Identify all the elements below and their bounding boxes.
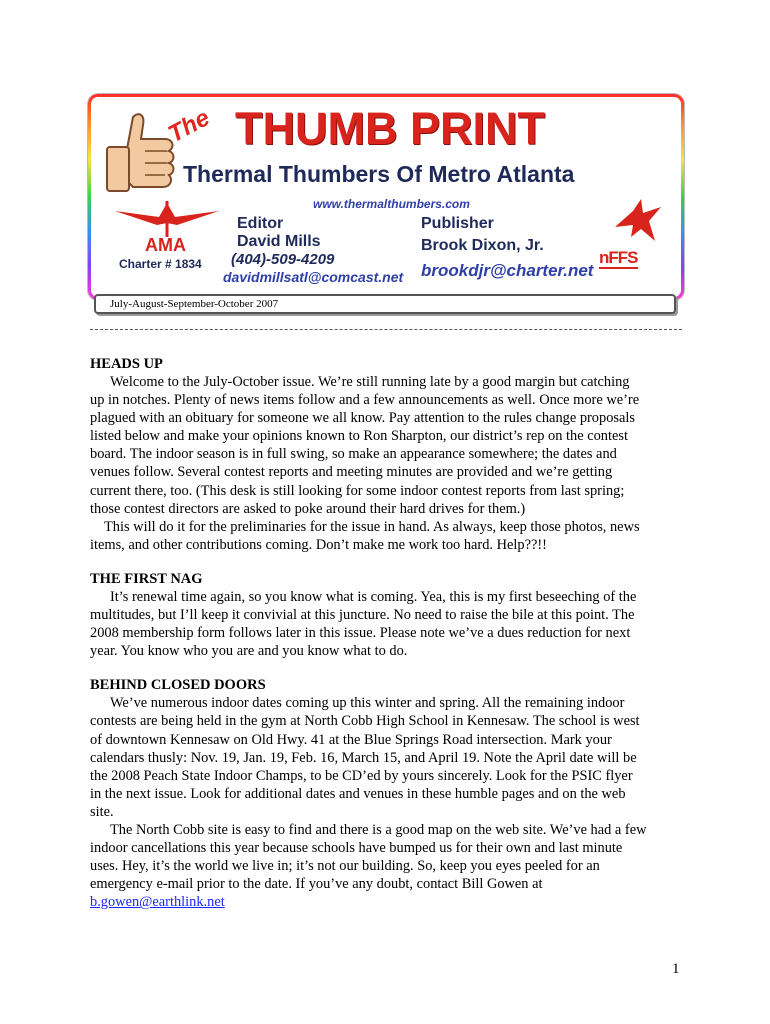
editor-name: David Mills — [237, 233, 321, 250]
text-line: the 2008 Peach State Indoor Champs, to be CD’ed by yours sincerely. Look for the PSIC flyer — [90, 767, 633, 784]
text-line: The North Cobb site is easy to find and there is a good map on the web site. We’ve had a few — [110, 821, 647, 838]
first-nag-paragraph — [90, 588, 690, 660]
text-line: indoor cancellations this year because schools have bumped us for their own and last minute — [90, 840, 623, 857]
article-body — [90, 355, 690, 911]
text-line: up in notches. Plenty of news items follow and a few announcements as well. Once more we’re — [90, 392, 640, 409]
heads-up-paragraph — [90, 373, 690, 554]
text-line: those contest directors are asked to poke around their hard drives for them.) — [90, 500, 526, 517]
publisher-name: Brook Dixon, Jr. — [421, 237, 544, 254]
page-number: 1 — [672, 961, 680, 977]
text-line: Welcome to the July-October issue. We’re still running late by a good margin but catching — [110, 374, 630, 390]
text-line: calendars thusly: Nov. 19, Jan. 19, Feb. 16, March 15, and April 19. Note the April date will be — [90, 749, 637, 766]
text-line: of downtown Kennesaw on Old Hwy. 41 at the Blue Springs Road intersection. Mark your — [90, 731, 612, 748]
text-line: emergency e-mail prior to the date. If you’ve any doubt, contact Bill Gowen at — [90, 876, 543, 893]
ama-wings-logo — [111, 197, 223, 255]
text-line: multitudes, but I’ll keep it convivial at this juncture. No need to raise the bile at this point. The — [90, 607, 635, 624]
newsletter-title: THUMB PRINT — [235, 103, 545, 154]
section-heading-heads-up: HEADS UP — [90, 356, 163, 372]
club-name: Thermal Thumbers Of Metro Atlanta — [183, 161, 575, 187]
behind-closed-doors-paragraph — [90, 694, 690, 911]
logo-the-word: The — [163, 104, 215, 149]
text-line: plagued with an obituary for someone we all know. Pay attention to the rules change proposals — [90, 410, 635, 427]
email-link[interactable]: b.gowen@earthlink.net — [90, 894, 225, 911]
nffs-bird-icon — [611, 197, 665, 247]
text-line: uses. Hey, it’s the world we live in; it’s not our building. So, keep you eyes peeled for an — [90, 858, 600, 875]
text-line: current there, too. (This desk is still looking for some indoor contest reports from last spring; — [90, 482, 625, 499]
issue-date: July-August-September-October 2007 — [110, 298, 279, 310]
section-heading-first-nag: THE FIRST NAG — [90, 570, 203, 587]
text-line: items, and other contributions coming. Don’t make me work too hard. Help??!! — [90, 536, 547, 553]
editor-label: Editor — [237, 215, 284, 232]
publisher-email: brookdjr@charter.net — [421, 261, 594, 280]
ama-text: AMA — [145, 235, 186, 255]
text-line: in the next issue. Look for additional dates and venues in these humble pages and on the web — [90, 785, 626, 802]
section-heading-behind-closed-doors: BEHIND CLOSED DOORS — [90, 677, 266, 694]
editor-email: davidmillsatl@comcast.net — [223, 269, 404, 285]
text-line: 2008 membership form follows later in this issue. Please note we’ve a dues reduction for next — [90, 625, 631, 642]
text-line: contests are being held in the gym at North Cobb High School in Kennesaw. The school is west — [90, 713, 640, 730]
issue-date-bar — [94, 294, 676, 314]
club-website: www.thermalthumbers.com — [313, 197, 470, 211]
masthead-banner — [88, 94, 684, 300]
text-line: It’s renewal time again, so you know what is coming. Yea, this is my first beseeching of the — [110, 588, 637, 605]
text-line: This will do it for the preliminaries for the issue in hand. As always, keep those photos, news — [104, 518, 640, 535]
text-line: We’ve numerous indoor dates coming up this winter and spring. All the remaining indoor — [110, 695, 625, 712]
text-line: year. You know who you are and you know what to do. — [90, 643, 408, 660]
text-line: venues follow. Several contest reports and meeting minutes are provided and we’re getting — [90, 464, 613, 481]
text-line: site. — [90, 803, 114, 820]
publisher-label: Publisher — [421, 215, 494, 232]
ama-charter-number: Charter # 1834 — [119, 257, 202, 271]
nffs-logo: nFFS — [599, 248, 638, 267]
dashed-divider — [90, 329, 682, 330]
text-line: listed below and make your opinions known to Ron Sharpton, our district’s rep on the contest — [90, 428, 628, 445]
text-line: board. The indoor season is in full swing, so make an appearance somewhere; the dates and — [90, 446, 617, 463]
editor-phone: (404)-509-4209 — [231, 251, 335, 268]
